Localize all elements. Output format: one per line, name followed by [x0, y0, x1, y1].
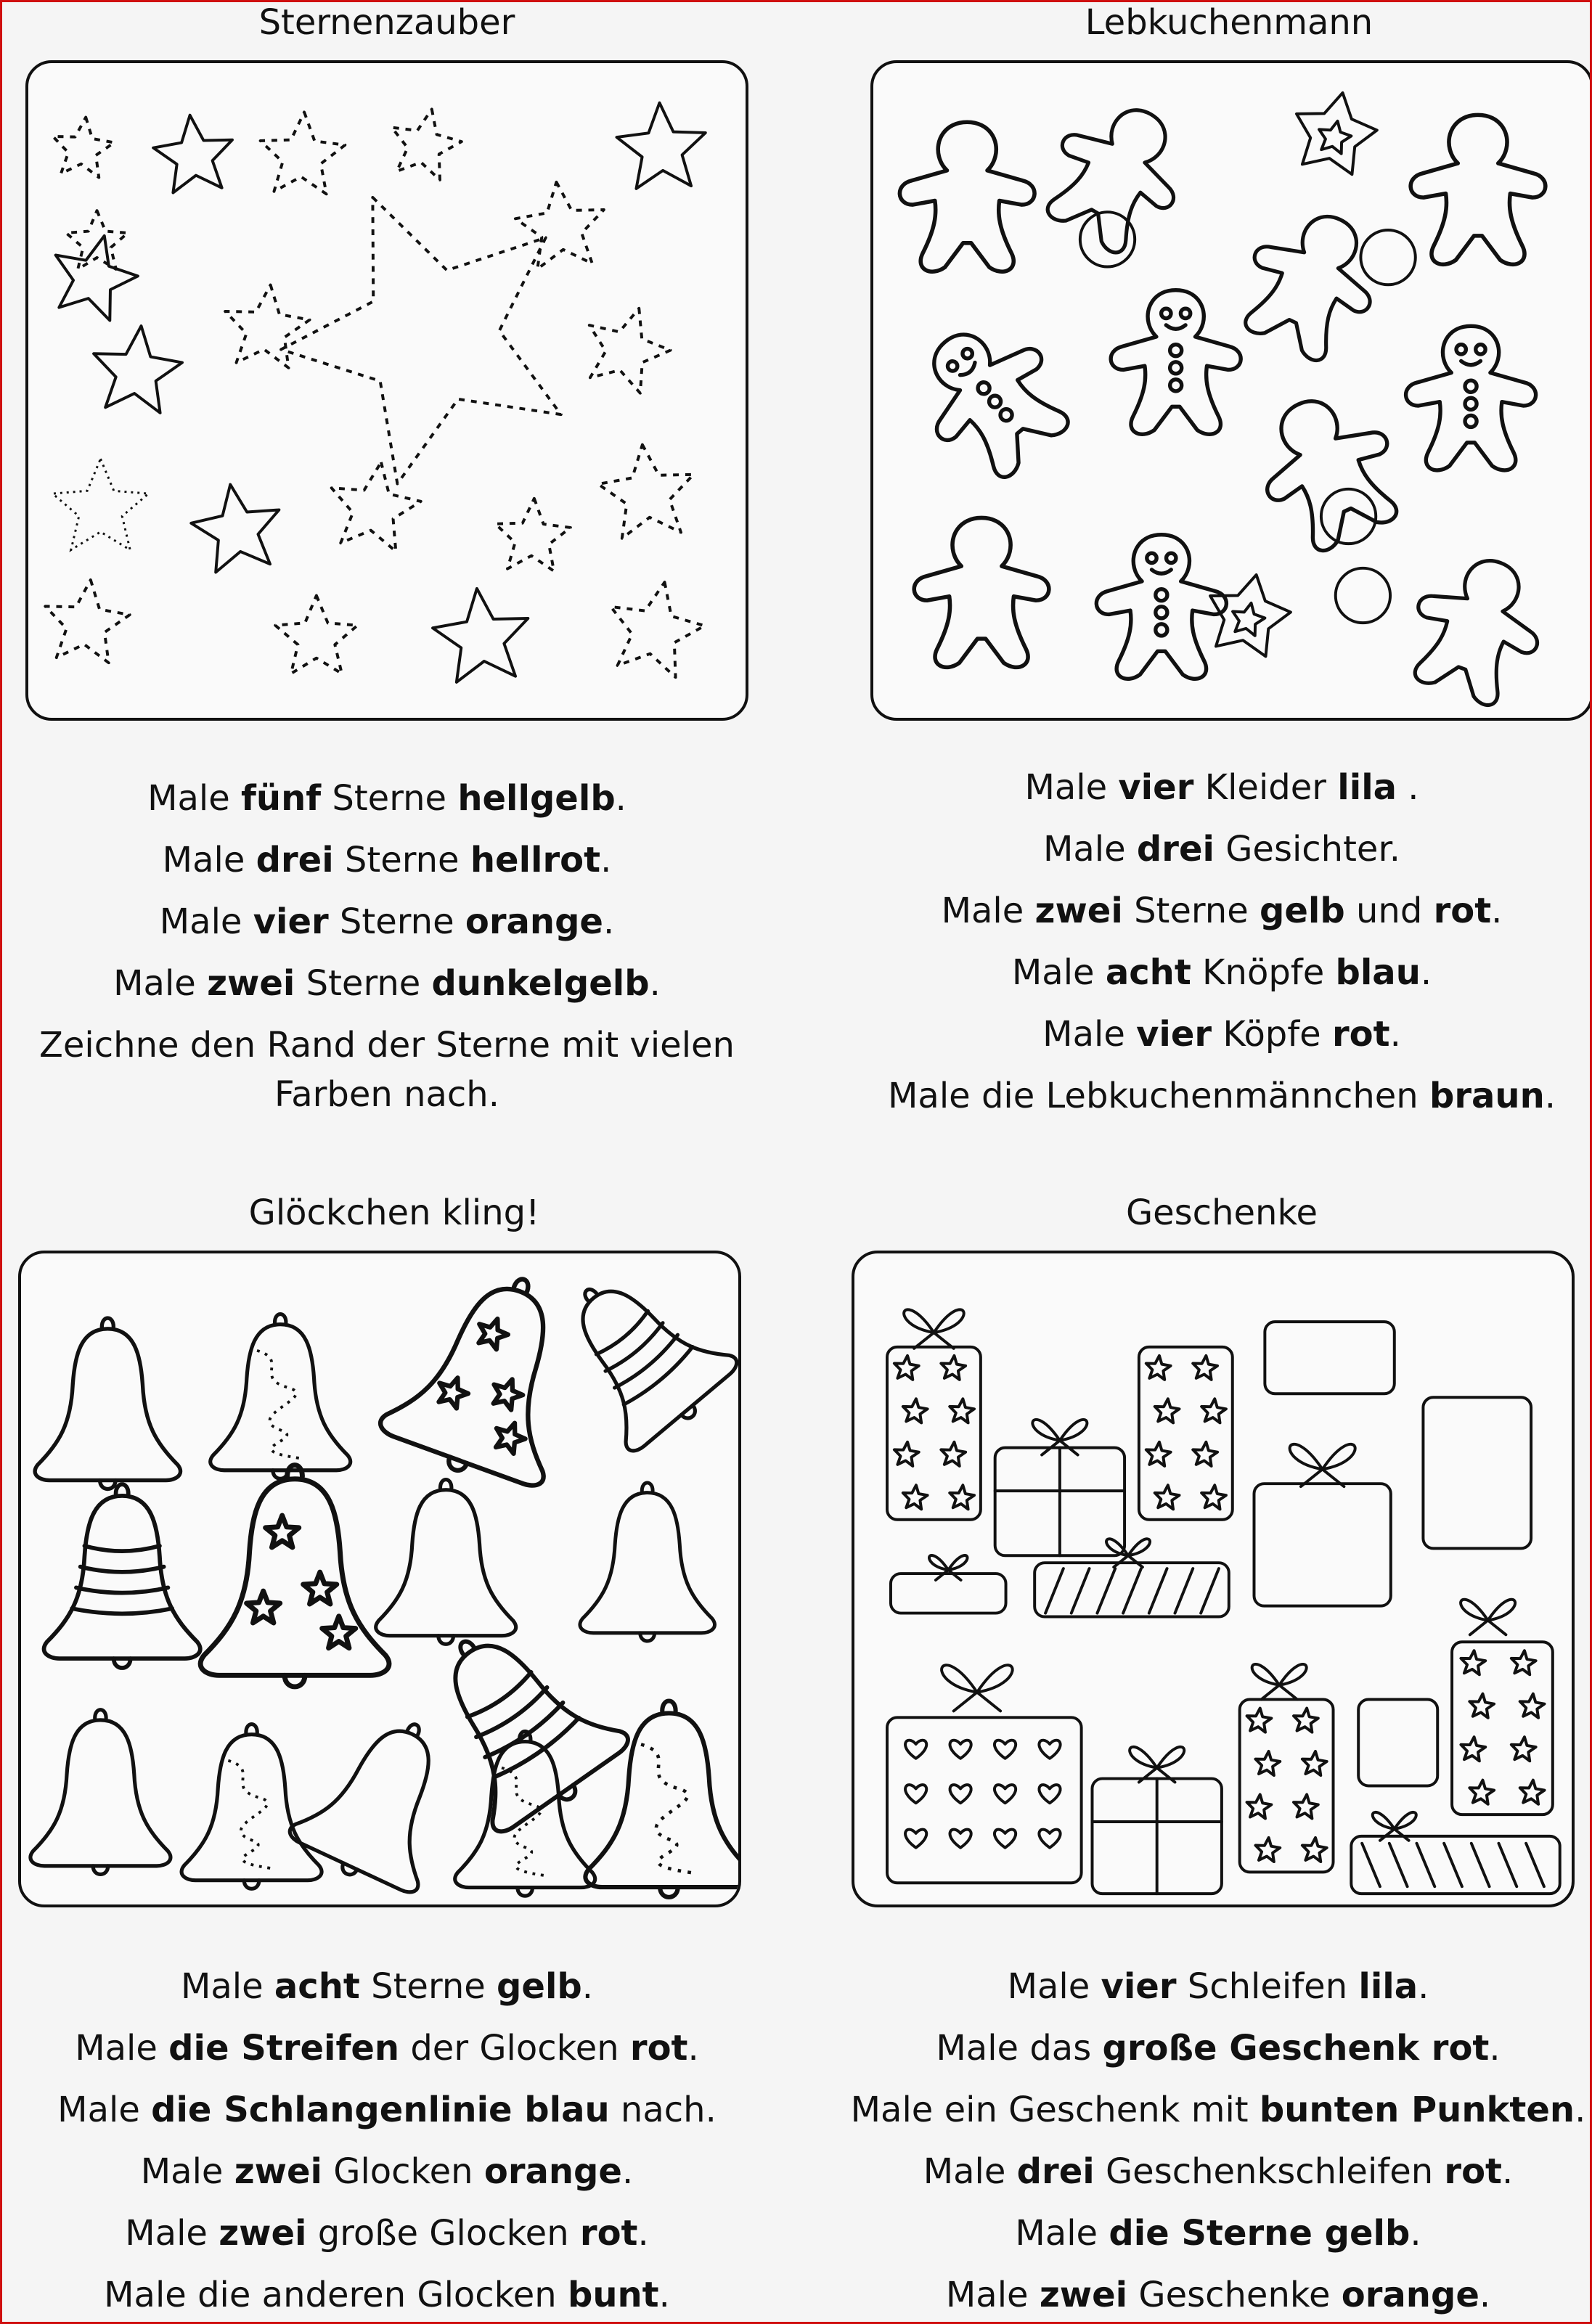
instruction-line [24, 2079, 750, 2141]
instruction-text: . [649, 963, 661, 1004]
gift-box-striped [1351, 1836, 1559, 1894]
instruction-keyword: lila [1358, 1966, 1418, 2007]
coloring-area-gingerbread [870, 60, 1592, 721]
instruction-keyword: vier [253, 901, 329, 942]
instruction-line [844, 1956, 1592, 2018]
star-icon [1520, 1780, 1545, 1804]
panel-title-gloeckchen: Glöckchen kling! [248, 1192, 540, 1233]
instruction-text: große Glocken [306, 2213, 580, 2254]
instruction-keyword: lila [1337, 767, 1397, 808]
instruction-keyword: drei [1016, 2151, 1095, 2192]
instruction-keyword: zwei [1039, 2275, 1128, 2315]
star-icon [433, 589, 528, 682]
instruction-keyword: zwei [234, 2151, 322, 2192]
instruction-keyword: fünf [241, 778, 322, 819]
heart-icon [950, 1740, 971, 1759]
stripe [1123, 1568, 1141, 1613]
star-icon [261, 112, 346, 195]
instruction-text: . [1397, 767, 1419, 808]
instruction-keyword: zwei [1034, 891, 1123, 931]
bells-illustration [21, 1253, 738, 1904]
ribbon [1092, 1779, 1221, 1894]
star-icon [598, 445, 693, 539]
instruction-line [24, 2018, 750, 2079]
instruction-text: Male [75, 2028, 169, 2069]
presents-illustration [854, 1253, 1572, 1904]
instruction-text: Sterne [295, 963, 432, 1004]
bow-icon [1130, 1747, 1184, 1783]
instruction-text: Male [125, 2213, 219, 2254]
stripe [1175, 1568, 1193, 1613]
instruction-line [24, 953, 750, 1015]
star-icon [1255, 1838, 1280, 1862]
stripe [1097, 1568, 1115, 1613]
star-icon [515, 182, 604, 269]
bow-icon [1252, 1664, 1307, 1700]
instruction-text: Male [180, 1966, 274, 2007]
instruction-text: . [1489, 2028, 1501, 2069]
star-icon [589, 308, 671, 393]
instruction-line [844, 2018, 1592, 2079]
instruction-text: Male [1042, 829, 1137, 870]
stripe [1201, 1568, 1219, 1613]
instructions-sternenzauber [24, 768, 750, 1119]
bell-icon [376, 1480, 516, 1645]
gingerbread-man-icon [1111, 290, 1241, 435]
star-icon [1247, 1709, 1272, 1732]
instruction-keyword: die Streifen [168, 2028, 400, 2069]
instruction-text: Geschenke [1127, 2275, 1342, 2315]
instruction-text: . [687, 2028, 699, 2069]
instructions-geschenke [844, 1956, 1592, 2324]
instruction-keyword: vier [1136, 1014, 1212, 1055]
instruction-text: Köpfe [1212, 1014, 1332, 1055]
instruction-text: . [600, 840, 612, 880]
bow-icon [904, 1309, 964, 1348]
star-icon [1461, 1650, 1485, 1674]
star-icon [281, 197, 561, 484]
instruction-text: . [621, 2151, 634, 2192]
star-icon [53, 118, 114, 178]
star-icon [1247, 1794, 1272, 1818]
stripe [1526, 1844, 1544, 1886]
heart-icon [905, 1740, 926, 1759]
instruction-keyword: bunt [567, 2275, 659, 2315]
instruction-text: . [658, 2275, 670, 2315]
gingerbread-man-icon [895, 300, 1087, 494]
instruction-text: Sterne [321, 778, 458, 819]
bow-icon [942, 1665, 1013, 1711]
stripe [1362, 1844, 1380, 1886]
bell-icon [181, 1724, 322, 1889]
instruction-keyword: vier [1118, 767, 1194, 808]
heart-icon [995, 1740, 1016, 1759]
stripe [1045, 1568, 1064, 1613]
instruction-text: Male [159, 901, 253, 942]
instruction-keyword: blau [1335, 952, 1421, 993]
instruction-text: . [1479, 2275, 1491, 2315]
instruction-keyword: hellrot [470, 840, 601, 880]
star-icon [903, 1485, 928, 1509]
instruction-text: . [615, 778, 626, 819]
instruction-line [844, 880, 1592, 942]
gift-box-large [1254, 1484, 1390, 1605]
gingerbread-man-icon [1394, 541, 1559, 715]
star-icon [941, 1442, 966, 1466]
instruction-keyword: drei [256, 840, 334, 880]
instruction-line [844, 2141, 1592, 2203]
heart-icon [995, 1785, 1016, 1803]
star-icon [894, 1356, 919, 1380]
bell-icon [30, 1710, 171, 1875]
heart-icon [905, 1830, 926, 1848]
star-icon [616, 103, 705, 189]
heart-icon [950, 1830, 971, 1848]
star-icon [225, 285, 309, 368]
instruction-keyword: bunten Punkten [1259, 2090, 1575, 2130]
bell-icon [533, 1253, 738, 1462]
heart-icon [995, 1830, 1016, 1848]
star-icon [611, 582, 704, 677]
instruction-line [24, 2264, 750, 2324]
instruction-text: und [1344, 891, 1434, 931]
instruction-text: Geschenkschleifen [1094, 2151, 1445, 2192]
stripe [1149, 1568, 1167, 1613]
instruction-keyword: rot [579, 2213, 638, 2254]
instruction-keyword: orange [483, 2151, 622, 2192]
star-icon [1294, 1709, 1318, 1732]
stripe [1071, 1568, 1090, 1613]
star-icon [332, 462, 421, 552]
instruction-text: . [1420, 952, 1432, 993]
instruction-text: . [1544, 1076, 1556, 1116]
instruction-text: Glocken [322, 2151, 484, 2192]
instruction-text: Sterne [1122, 891, 1260, 931]
star-icon [1146, 1356, 1171, 1380]
instruction-keyword: orange [465, 901, 603, 942]
instruction-text: . [581, 1966, 594, 2007]
instruction-line [844, 1004, 1592, 1065]
instruction-text: Male [113, 963, 208, 1004]
star-icon [903, 1399, 928, 1423]
gingerbread-illustration [873, 63, 1591, 718]
gingerbread-man-icon [1027, 83, 1205, 266]
coloring-area-presents [852, 1251, 1575, 1907]
star-icon [392, 109, 462, 179]
instruction-text: Male die Lebkuchenmännchen [887, 1076, 1429, 1116]
ribbon [995, 1448, 1124, 1556]
heart-icon [1039, 1830, 1060, 1848]
star-icon [1302, 1751, 1327, 1775]
instruction-keyword: große Geschenk rot [1102, 2028, 1490, 2069]
instruction-keyword: die Sterne gelb [1109, 2213, 1411, 2254]
instruction-line [844, 819, 1592, 880]
coloring-area-stars [25, 60, 748, 721]
star-icon [1511, 1737, 1536, 1761]
instruction-text: . [1502, 2151, 1514, 2192]
star-icon [1193, 1442, 1217, 1466]
star-icon [1255, 1751, 1280, 1775]
heart-icon [950, 1785, 971, 1803]
stripe [1471, 1844, 1490, 1886]
instruction-keyword: rot [629, 2028, 688, 2069]
gingerbread-man-icon [899, 122, 1034, 271]
star-icon [950, 1485, 974, 1509]
instruction-keyword: braun [1429, 1076, 1545, 1116]
cookie-face-icon [1360, 230, 1415, 285]
heart-icon [1039, 1740, 1060, 1759]
instruction-keyword: rot [1444, 2151, 1502, 2192]
instruction-keyword: vier [1101, 1966, 1177, 2007]
instruction-line [24, 2203, 750, 2264]
star-icon [1319, 121, 1351, 154]
panel-title-sternenzauber: Sternenzauber [258, 2, 515, 43]
panel-title-lebkuchenmann: Lebkuchenmann [1085, 2, 1373, 43]
instruction-text: Zeichne den Rand der Sterne mit vielen Farben nach. [39, 1025, 735, 1115]
star-cookie-icon [1210, 575, 1291, 656]
instruction-keyword: acht [274, 1966, 360, 2007]
instruction-line [844, 2203, 1592, 2264]
star-icon [52, 459, 148, 549]
instruction-line [844, 942, 1592, 1004]
instruction-text: Kleider [1193, 767, 1338, 808]
instruction-line [24, 1956, 750, 2018]
instruction-keyword: zwei [207, 963, 295, 1004]
bell-icon [455, 1731, 595, 1896]
instruction-keyword: orange [1341, 2275, 1479, 2315]
instructions-gloeckchen [24, 1956, 750, 2324]
instruction-text: Sterne [328, 901, 465, 942]
bow-icon [1290, 1444, 1355, 1486]
star-icon [1193, 1356, 1217, 1380]
instruction-keyword: rot [1331, 1014, 1390, 1055]
coloring-area-bells [18, 1251, 741, 1907]
bow-icon [1461, 1600, 1515, 1635]
instruction-keyword: gelb [497, 1966, 582, 2007]
bell-icon [44, 1484, 200, 1668]
instruction-text: Male [923, 2151, 1017, 2192]
bell-icon [200, 1465, 389, 1687]
gingerbread-man-icon [914, 517, 1049, 667]
instruction-text: . [1418, 1966, 1429, 2007]
star-icon [1233, 603, 1265, 636]
star-icon [94, 326, 182, 413]
stripe [1444, 1844, 1462, 1886]
instruction-text: Male [57, 2090, 152, 2130]
instruction-line [24, 891, 750, 953]
star-icon [941, 1356, 966, 1380]
instruction-keyword: drei [1136, 829, 1215, 870]
star-icon [1201, 1399, 1226, 1423]
gift-box-empty [1265, 1322, 1394, 1394]
star-icon [275, 595, 357, 674]
star-icon [1294, 1794, 1318, 1818]
instruction-keyword: gelb [1260, 891, 1345, 931]
star-icon [191, 485, 279, 573]
heart-icon [905, 1785, 926, 1803]
bell-icon [580, 1483, 715, 1641]
bow-icon [929, 1555, 968, 1580]
bell-icon [283, 1695, 480, 1904]
panel-title-geschenke: Geschenke [1125, 1192, 1318, 1233]
star-cookie-icon [1297, 93, 1377, 174]
instruction-text: Male ein Geschenk mit [850, 2090, 1260, 2130]
instruction-text: Male die anderen Glocken [104, 2275, 568, 2315]
instruction-text: . [1410, 2213, 1421, 2254]
instruction-text: Male [1015, 2213, 1109, 2254]
instruction-text: Male [945, 2275, 1040, 2315]
instruction-line [844, 1065, 1592, 1127]
instruction-text: Male [1024, 767, 1119, 808]
star-icon [950, 1399, 974, 1423]
star-icon [1201, 1485, 1226, 1509]
star-icon [66, 210, 128, 269]
star-icon [1520, 1694, 1545, 1718]
instruction-line [844, 2079, 1592, 2141]
instruction-text: Male [147, 778, 242, 819]
star-icon [495, 499, 571, 571]
cookie-face-icon [1336, 568, 1390, 623]
instruction-text: Sterne [359, 1966, 497, 2007]
star-icon [1511, 1650, 1536, 1674]
gift-box-empty [1358, 1700, 1437, 1786]
star-icon [153, 115, 232, 193]
star-icon [1469, 1694, 1494, 1718]
instruction-keyword: acht [1105, 952, 1191, 993]
star-icon [45, 580, 129, 663]
instruction-text: nach. [609, 2090, 717, 2130]
star-icon [56, 236, 138, 321]
star-icon [894, 1442, 919, 1466]
instruction-text: Male [140, 2151, 234, 2192]
instruction-line [24, 1015, 750, 1119]
star-icon [1302, 1838, 1327, 1862]
instruction-text: Male [1011, 952, 1106, 993]
gingerbread-man-icon [1096, 535, 1226, 679]
instruction-text: . [1575, 2090, 1586, 2130]
instruction-text: Male [162, 840, 256, 880]
bell-icon [35, 1318, 180, 1489]
instruction-keyword: hellgelb [457, 778, 616, 819]
instruction-text: . [603, 901, 615, 942]
stripe [1416, 1844, 1434, 1886]
gift-box-flat [891, 1574, 1006, 1613]
instruction-text: Gesichter. [1214, 829, 1401, 870]
instructions-lebkuchenmann [844, 757, 1592, 1127]
star-icon [1461, 1737, 1485, 1761]
instruction-text: Schleifen [1176, 1966, 1359, 2007]
heart-icon [1039, 1785, 1060, 1803]
instruction-text: Male [1042, 1014, 1137, 1055]
instruction-text: Male das [936, 2028, 1103, 2069]
star-icon [1146, 1442, 1171, 1466]
star-icon [1469, 1780, 1494, 1804]
instruction-text: der Glocken [399, 2028, 630, 2069]
instruction-text: Male [941, 891, 1035, 931]
star-icon [1155, 1399, 1180, 1423]
instruction-text: . [1491, 891, 1503, 931]
gingerbread-man-icon [1225, 193, 1397, 372]
instruction-text: Knöpfe [1191, 952, 1336, 993]
bell-icon [211, 1314, 351, 1479]
instruction-line [24, 768, 750, 830]
instruction-text: . [1389, 1014, 1401, 1055]
stripe [1389, 1844, 1408, 1886]
instruction-text: Male [1007, 1966, 1101, 2007]
instruction-keyword: die Schlangenlinie blau [151, 2090, 610, 2130]
instruction-keyword: dunkelgelb [431, 963, 650, 1004]
instruction-line [844, 757, 1592, 819]
instruction-text: . [637, 2213, 649, 2254]
star-icon [1155, 1485, 1180, 1509]
instruction-keyword: rot [1433, 891, 1492, 931]
instruction-line [24, 830, 750, 891]
stripe [1498, 1844, 1517, 1886]
bell-icon [374, 1253, 605, 1499]
stars-illustration [28, 63, 746, 718]
instruction-keyword: zwei [219, 2213, 307, 2254]
gingerbread-man-icon [1411, 115, 1546, 264]
instruction-line [844, 2264, 1592, 2324]
gingerbread-man-icon [1406, 326, 1536, 470]
gift-box-empty [1423, 1397, 1531, 1548]
instruction-text: Sterne [333, 840, 470, 880]
instruction-line [24, 2141, 750, 2203]
